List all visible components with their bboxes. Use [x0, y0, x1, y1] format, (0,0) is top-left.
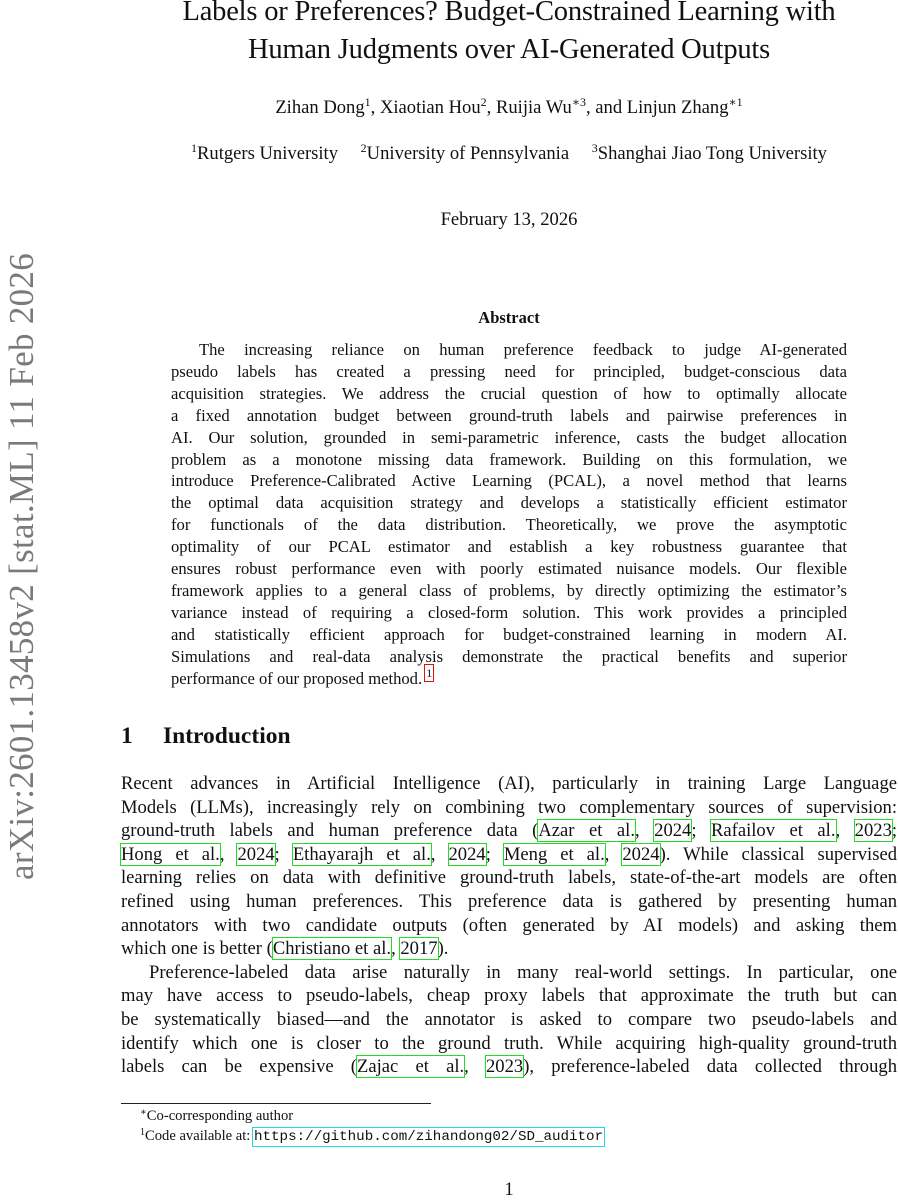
affil-mark: 1 [191, 141, 198, 155]
affiliation: Rutgers University [197, 143, 339, 164]
body-line: Preference-labeled data arise naturally in many real-world settings. In particular, one [149, 961, 897, 983]
abstract-line-last [171, 665, 847, 690]
abstract-body [171, 339, 847, 690]
author-affil-mark: 1 [364, 95, 371, 109]
affiliation: Shanghai Jiao Tong University [597, 143, 827, 164]
section-title: Introduction [163, 723, 291, 749]
citation-year-link[interactable]: 2024 [622, 843, 660, 865]
body-line: be systematically biased—and the annotator is asked to compare two pseudo-labels and [121, 1008, 897, 1030]
body-line: refined using human preferences. This preference data is gathered by presenting human [121, 890, 897, 912]
body-line: may have access to pseudo-labels, cheap proxy labels that approximate the truth but can [121, 985, 897, 1007]
footnote-mark: ∗ [140, 1107, 147, 1118]
author-separator: , and [585, 97, 627, 118]
author-name: Zihan Dong [275, 97, 365, 118]
body-text: . While classical supervised [665, 843, 898, 865]
body-line: identify which one is closer to the ground truth. While acquiring high-quality ground-truth [121, 1032, 897, 1054]
abstract-line: pseudo labels has created a pressing need for principled, budget-conscious data [171, 361, 847, 381]
footnote-text: Co-corresponding author [146, 1108, 294, 1124]
abstract-line: the optimal data acquisition strategy and develops a statistically efficient estimator [171, 493, 847, 513]
author-affil-mark: ∗3 [571, 95, 586, 109]
body-line: learning relies on data with definitive ground-truth labels, state-of-the-art models are often [121, 867, 897, 889]
footnote-mark: 1 [140, 1127, 145, 1138]
footnote-code [140, 1126, 603, 1147]
abstract-line-text: performance of our proposed method. [171, 668, 423, 688]
author-separator: , [486, 97, 496, 118]
citation-year-link[interactable]: 2023 [486, 1056, 524, 1078]
abstract-line: for functionals of the data distribution. Theoretically, we prove the asymptotic [171, 515, 847, 535]
body-text: labels can be expensive ( [121, 1056, 358, 1078]
body-text: which one is better ( [121, 938, 273, 960]
paper-date: February 13, 2026 [440, 209, 578, 230]
body-text: ground-truth labels and human preference data ( [121, 820, 539, 842]
body-line: ground-truth labels and human preference data (Azar et al., 2024; Rafailov et al., 2023; [121, 820, 898, 842]
body-text: ), preference-labeled data collected through [523, 1056, 897, 1078]
citation-year-link[interactable]: 2017 [400, 938, 438, 960]
affil-mark: 2 [360, 141, 367, 155]
affiliation: University of Pennsylvania [366, 143, 570, 164]
affil-mark: 3 [591, 141, 598, 155]
citation-author-link[interactable]: Azar et al. [538, 820, 635, 842]
footnote-text: Code available at: [145, 1128, 255, 1144]
arxiv-side-stamp: arXiv:2601.13458v2 [stat.ML] 11 Feb 2026 [2, 252, 41, 880]
body-line: annotators with two candidate outputs (often generated by AI models) and asking them [121, 914, 897, 936]
abstract-line: optimality of our PCAL estimator and establish a key robustness guarantee that [171, 537, 847, 557]
citation-author-link[interactable]: Meng et al. [503, 843, 605, 865]
abstract-line: The increasing reliance on human preference feedback to judge AI-generated [199, 340, 847, 359]
abstract-line: problem as a monotone missing data framework. Building on this formulation, we [171, 449, 847, 469]
body-line: which one is better (Christiano et al., 2017). [121, 938, 449, 960]
section-number: 1 [121, 723, 133, 749]
paper-title-line-1: Labels or Preferences? Budget-Constrained Learning with [182, 0, 836, 27]
introduction-body [121, 772, 897, 1079]
body-line: Models (LLMs), increasingly rely on combining two complementary sources of supervision: [121, 796, 897, 818]
abstract-line: Simulations and real-data analysis demonstrate the practical benefits and superior [171, 646, 847, 666]
body-line: Recent advances in Artificial Intelligence (AI), particularly in training Large Language [121, 773, 897, 794]
abstract-line: acquisition strategies. We address the crucial question of how to optimally allocate [171, 383, 847, 403]
abstract-line: variance instead of requiring a closed-form solution. This work provides a principled [171, 602, 847, 622]
footnote-separator [121, 1103, 431, 1104]
body-line: Hong et al., 2024; Ethayarajh et al., 2024; Meng et al., 2024). While classical supervised [121, 843, 898, 865]
citation-author-link[interactable]: Christiano et al. [272, 938, 392, 960]
abstract-heading: Abstract [478, 308, 540, 327]
code-url-link[interactable]: https://github.com/zihandong02/SD_auditor [254, 1129, 604, 1145]
citation-author-link[interactable]: Zajac et al. [357, 1056, 465, 1078]
abstract-line: and statistically efficient approach for budget-constrained learning in modern AI. [171, 624, 847, 644]
abstract-line: introduce Preference-Calibrated Active Learning (PCAL), a novel method that learns [171, 471, 847, 491]
page-number: 1 [504, 1179, 514, 1200]
citation-year-link[interactable]: 2024 [448, 843, 486, 865]
footnote-corresponding [140, 1106, 603, 1126]
citation-year-link[interactable]: 2024 [237, 843, 275, 865]
author-affil-mark: 2 [480, 95, 487, 109]
author-list [120, 97, 898, 119]
citation-author-link[interactable]: Rafailov et al. [711, 820, 836, 842]
paper-title-line-2: Human Judgments over AI-Generated Outputs [247, 34, 771, 65]
citation-year-link[interactable]: 2024 [654, 820, 692, 842]
footnote-ref-link[interactable]: 1 [426, 665, 433, 680]
citation-year-link[interactable]: 2023 [854, 820, 892, 842]
body-line: labels can be expensive (Zajac et al., 2023), preference-labeled data collected through [121, 1056, 897, 1078]
author-separator: , [370, 97, 380, 118]
affiliation-list [120, 143, 898, 165]
citation-author-link[interactable]: Ethayarajh et al. [292, 843, 431, 865]
abstract-line: a fixed annotation budget between ground-truth labels and pairwise preferences in [171, 405, 847, 425]
citation-author-link[interactable]: Hong et al. [121, 843, 220, 865]
author-name: Linjun Zhang [626, 97, 729, 118]
abstract-line: AI. Our solution, grounded in semi-parametric inference, casts the budget allocation [171, 427, 847, 447]
abstract-line: framework applies to a general class of problems, by directly optimizing the estimator’s [171, 580, 847, 600]
footnotes [140, 1106, 603, 1147]
abstract-line: ensures robust performance even with poorly estimated nuisance models. Our flexible [171, 559, 847, 579]
section-heading-introduction [121, 723, 291, 750]
author-name: Ruijia Wu [495, 97, 572, 118]
author-name: Xiaotian Hou [379, 97, 481, 118]
body-text: ). [437, 938, 449, 960]
author-affil-mark: ∗1 [728, 95, 743, 109]
